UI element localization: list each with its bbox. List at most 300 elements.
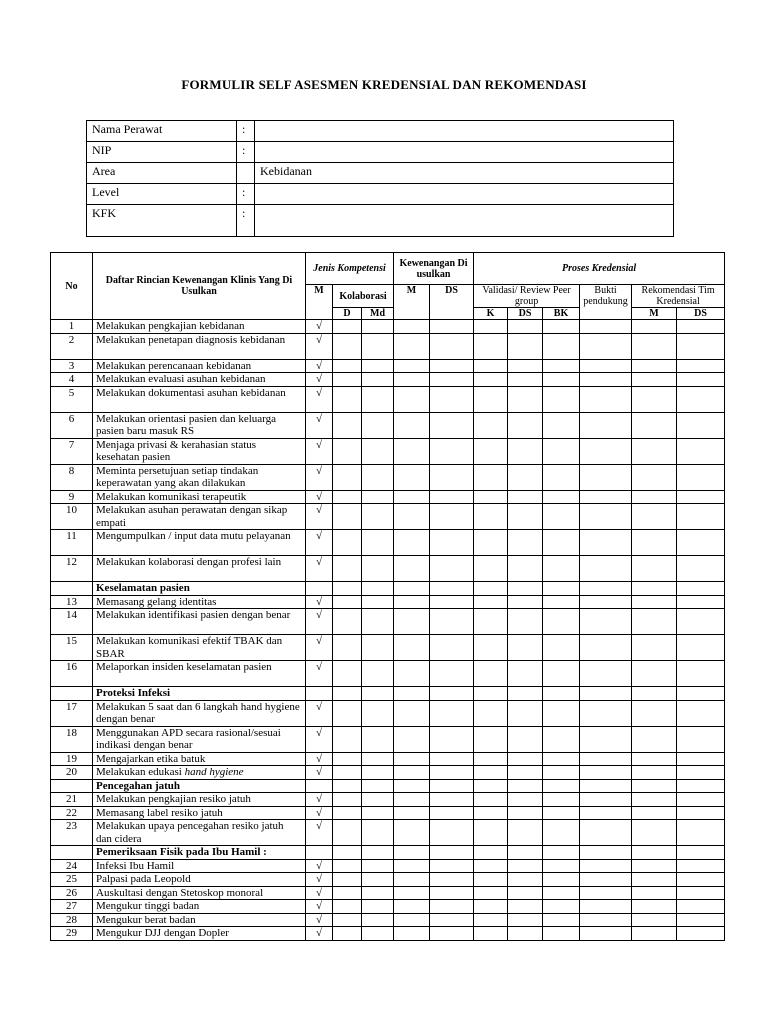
cell-rekomendasi-m[interactable] <box>632 320 677 334</box>
info-value-field[interactable] <box>255 205 674 237</box>
cell-rekomendasi-m[interactable] <box>632 373 677 387</box>
cell-validasi-k[interactable] <box>474 412 508 438</box>
cell-bukti-pendukung[interactable] <box>580 609 632 635</box>
cell-validasi-k[interactable] <box>474 556 508 582</box>
info-value-field[interactable]: Kebidanan <box>255 163 674 184</box>
cell-rekomendasi-m[interactable] <box>632 582 677 596</box>
cell-validasi-bk[interactable] <box>543 412 580 438</box>
cell-kolaborasi-d[interactable] <box>333 687 362 701</box>
cell-rekomendasi-m[interactable] <box>632 530 677 556</box>
cell-kewenangan-m[interactable] <box>394 793 430 807</box>
cell-validasi-k[interactable] <box>474 595 508 609</box>
cell-validasi-ds[interactable] <box>508 582 543 596</box>
cell-rekomendasi-m[interactable] <box>632 464 677 490</box>
cell-kolaborasi-d[interactable] <box>333 635 362 661</box>
cell-kewenangan-m[interactable] <box>394 359 430 373</box>
cell-rekomendasi-ds[interactable] <box>677 490 725 504</box>
cell-validasi-k[interactable] <box>474 530 508 556</box>
cell-kolaborasi-md[interactable] <box>362 530 394 556</box>
cell-validasi-k[interactable] <box>474 793 508 807</box>
cell-kolaborasi-md[interactable] <box>362 873 394 887</box>
cell-kolaborasi-d[interactable] <box>333 595 362 609</box>
cell-rekomendasi-ds[interactable] <box>677 886 725 900</box>
cell-validasi-ds[interactable] <box>508 846 543 860</box>
cell-kewenangan-ds[interactable] <box>430 386 474 412</box>
cell-validasi-bk[interactable] <box>543 373 580 387</box>
cell-rekomendasi-ds[interactable] <box>677 556 725 582</box>
cell-kolaborasi-d[interactable] <box>333 661 362 687</box>
info-value-field[interactable] <box>255 184 674 205</box>
cell-kewenangan-ds[interactable] <box>430 859 474 873</box>
cell-rekomendasi-m[interactable] <box>632 412 677 438</box>
cell-validasi-k[interactable] <box>474 609 508 635</box>
cell-kewenangan-ds[interactable] <box>430 582 474 596</box>
cell-rekomendasi-m[interactable] <box>632 806 677 820</box>
cell-kolaborasi-md[interactable] <box>362 556 394 582</box>
cell-validasi-k[interactable] <box>474 859 508 873</box>
cell-kewenangan-ds[interactable] <box>430 913 474 927</box>
cell-rekomendasi-ds[interactable] <box>677 752 725 766</box>
cell-kolaborasi-d[interactable] <box>333 412 362 438</box>
cell-kewenangan-m[interactable] <box>394 595 430 609</box>
cell-validasi-bk[interactable] <box>543 806 580 820</box>
cell-validasi-k[interactable] <box>474 779 508 793</box>
cell-validasi-bk[interactable] <box>543 927 580 941</box>
cell-validasi-bk[interactable] <box>543 820 580 846</box>
cell-kolaborasi-md[interactable] <box>362 820 394 846</box>
cell-rekomendasi-m[interactable] <box>632 359 677 373</box>
cell-validasi-bk[interactable] <box>543 464 580 490</box>
cell-kolaborasi-md[interactable] <box>362 504 394 530</box>
cell-kewenangan-ds[interactable] <box>430 687 474 701</box>
cell-kewenangan-m[interactable] <box>394 726 430 752</box>
cell-kolaborasi-d[interactable] <box>333 927 362 941</box>
cell-validasi-ds[interactable] <box>508 438 543 464</box>
cell-rekomendasi-m[interactable] <box>632 766 677 780</box>
cell-bukti-pendukung[interactable] <box>580 820 632 846</box>
cell-kolaborasi-md[interactable] <box>362 609 394 635</box>
cell-rekomendasi-m[interactable] <box>632 820 677 846</box>
cell-kewenangan-m[interactable] <box>394 386 430 412</box>
cell-validasi-ds[interactable] <box>508 779 543 793</box>
cell-kewenangan-ds[interactable] <box>430 726 474 752</box>
cell-kewenangan-m[interactable] <box>394 766 430 780</box>
cell-rekomendasi-m[interactable] <box>632 333 677 359</box>
cell-kewenangan-m[interactable] <box>394 846 430 860</box>
cell-kolaborasi-d[interactable] <box>333 793 362 807</box>
cell-kolaborasi-d[interactable] <box>333 504 362 530</box>
cell-validasi-k[interactable] <box>474 490 508 504</box>
cell-validasi-k[interactable] <box>474 900 508 914</box>
cell-rekomendasi-ds[interactable] <box>677 726 725 752</box>
cell-rekomendasi-ds[interactable] <box>677 806 725 820</box>
cell-rekomendasi-ds[interactable] <box>677 846 725 860</box>
cell-kolaborasi-d[interactable] <box>333 556 362 582</box>
cell-rekomendasi-ds[interactable] <box>677 927 725 941</box>
cell-rekomendasi-m[interactable] <box>632 726 677 752</box>
cell-bukti-pendukung[interactable] <box>580 320 632 334</box>
cell-rekomendasi-ds[interactable] <box>677 900 725 914</box>
cell-validasi-ds[interactable] <box>508 635 543 661</box>
cell-kewenangan-ds[interactable] <box>430 779 474 793</box>
cell-rekomendasi-m[interactable] <box>632 438 677 464</box>
cell-validasi-ds[interactable] <box>508 386 543 412</box>
cell-validasi-ds[interactable] <box>508 927 543 941</box>
cell-kolaborasi-d[interactable] <box>333 752 362 766</box>
cell-kewenangan-ds[interactable] <box>430 438 474 464</box>
cell-rekomendasi-ds[interactable] <box>677 820 725 846</box>
cell-kewenangan-m[interactable] <box>394 582 430 596</box>
cell-rekomendasi-ds[interactable] <box>677 859 725 873</box>
cell-kolaborasi-md[interactable] <box>362 687 394 701</box>
cell-validasi-k[interactable] <box>474 806 508 820</box>
cell-bukti-pendukung[interactable] <box>580 687 632 701</box>
cell-validasi-ds[interactable] <box>508 556 543 582</box>
cell-validasi-bk[interactable] <box>543 320 580 334</box>
cell-validasi-bk[interactable] <box>543 766 580 780</box>
cell-validasi-k[interactable] <box>474 464 508 490</box>
cell-validasi-k[interactable] <box>474 687 508 701</box>
cell-rekomendasi-m[interactable] <box>632 927 677 941</box>
cell-validasi-bk[interactable] <box>543 359 580 373</box>
cell-validasi-ds[interactable] <box>508 886 543 900</box>
cell-validasi-ds[interactable] <box>508 752 543 766</box>
cell-kolaborasi-d[interactable] <box>333 900 362 914</box>
cell-kewenangan-m[interactable] <box>394 504 430 530</box>
cell-kolaborasi-md[interactable] <box>362 661 394 687</box>
cell-bukti-pendukung[interactable] <box>580 333 632 359</box>
cell-validasi-bk[interactable] <box>543 687 580 701</box>
cell-rekomendasi-m[interactable] <box>632 900 677 914</box>
cell-validasi-k[interactable] <box>474 359 508 373</box>
cell-kolaborasi-d[interactable] <box>333 464 362 490</box>
cell-validasi-ds[interactable] <box>508 687 543 701</box>
cell-bukti-pendukung[interactable] <box>580 582 632 596</box>
cell-validasi-ds[interactable] <box>508 359 543 373</box>
cell-validasi-k[interactable] <box>474 873 508 887</box>
cell-validasi-bk[interactable] <box>543 333 580 359</box>
cell-bukti-pendukung[interactable] <box>580 766 632 780</box>
cell-kewenangan-ds[interactable] <box>430 504 474 530</box>
cell-bukti-pendukung[interactable] <box>580 927 632 941</box>
cell-rekomendasi-ds[interactable] <box>677 779 725 793</box>
cell-rekomendasi-ds[interactable] <box>677 609 725 635</box>
cell-bukti-pendukung[interactable] <box>580 886 632 900</box>
cell-kolaborasi-md[interactable] <box>362 386 394 412</box>
cell-jenis-m[interactable] <box>306 846 333 860</box>
cell-bukti-pendukung[interactable] <box>580 846 632 860</box>
cell-kolaborasi-d[interactable] <box>333 886 362 900</box>
cell-kolaborasi-d[interactable] <box>333 913 362 927</box>
cell-kolaborasi-d[interactable] <box>333 873 362 887</box>
cell-kewenangan-ds[interactable] <box>430 806 474 820</box>
cell-kewenangan-m[interactable] <box>394 556 430 582</box>
cell-rekomendasi-m[interactable] <box>632 793 677 807</box>
cell-kolaborasi-md[interactable] <box>362 752 394 766</box>
cell-rekomendasi-ds[interactable] <box>677 333 725 359</box>
cell-bukti-pendukung[interactable] <box>580 595 632 609</box>
cell-kolaborasi-md[interactable] <box>362 806 394 820</box>
cell-rekomendasi-ds[interactable] <box>677 661 725 687</box>
cell-rekomendasi-ds[interactable] <box>677 913 725 927</box>
cell-kolaborasi-d[interactable] <box>333 386 362 412</box>
cell-bukti-pendukung[interactable] <box>580 635 632 661</box>
cell-kolaborasi-md[interactable] <box>362 320 394 334</box>
info-value-field[interactable] <box>255 121 674 142</box>
cell-kewenangan-m[interactable] <box>394 806 430 820</box>
cell-validasi-bk[interactable] <box>543 504 580 530</box>
cell-rekomendasi-ds[interactable] <box>677 530 725 556</box>
cell-validasi-bk[interactable] <box>543 793 580 807</box>
cell-bukti-pendukung[interactable] <box>580 530 632 556</box>
cell-validasi-ds[interactable] <box>508 373 543 387</box>
cell-validasi-ds[interactable] <box>508 464 543 490</box>
cell-kolaborasi-md[interactable] <box>362 900 394 914</box>
cell-rekomendasi-ds[interactable] <box>677 359 725 373</box>
cell-rekomendasi-m[interactable] <box>632 846 677 860</box>
cell-rekomendasi-ds[interactable] <box>677 635 725 661</box>
cell-validasi-ds[interactable] <box>508 726 543 752</box>
cell-validasi-k[interactable] <box>474 913 508 927</box>
cell-bukti-pendukung[interactable] <box>580 464 632 490</box>
cell-kewenangan-ds[interactable] <box>430 373 474 387</box>
cell-kolaborasi-d[interactable] <box>333 820 362 846</box>
cell-kolaborasi-d[interactable] <box>333 438 362 464</box>
cell-kolaborasi-md[interactable] <box>362 859 394 873</box>
cell-kolaborasi-md[interactable] <box>362 490 394 504</box>
cell-bukti-pendukung[interactable] <box>580 504 632 530</box>
cell-validasi-bk[interactable] <box>543 386 580 412</box>
cell-kolaborasi-md[interactable] <box>362 913 394 927</box>
cell-validasi-ds[interactable] <box>508 859 543 873</box>
cell-kewenangan-m[interactable] <box>394 700 430 726</box>
cell-kewenangan-m[interactable] <box>394 859 430 873</box>
cell-validasi-bk[interactable] <box>543 700 580 726</box>
cell-kewenangan-m[interactable] <box>394 820 430 846</box>
cell-jenis-m[interactable] <box>306 582 333 596</box>
cell-bukti-pendukung[interactable] <box>580 438 632 464</box>
cell-kewenangan-m[interactable] <box>394 900 430 914</box>
cell-kolaborasi-md[interactable] <box>362 635 394 661</box>
cell-validasi-bk[interactable] <box>543 859 580 873</box>
cell-rekomendasi-ds[interactable] <box>677 766 725 780</box>
cell-kewenangan-ds[interactable] <box>430 661 474 687</box>
cell-validasi-ds[interactable] <box>508 320 543 334</box>
cell-bukti-pendukung[interactable] <box>580 752 632 766</box>
cell-kolaborasi-d[interactable] <box>333 609 362 635</box>
cell-kolaborasi-d[interactable] <box>333 530 362 556</box>
cell-kewenangan-m[interactable] <box>394 373 430 387</box>
cell-kewenangan-m[interactable] <box>394 752 430 766</box>
cell-kewenangan-m[interactable] <box>394 687 430 701</box>
cell-validasi-bk[interactable] <box>543 438 580 464</box>
cell-validasi-k[interactable] <box>474 333 508 359</box>
cell-rekomendasi-ds[interactable] <box>677 464 725 490</box>
cell-kewenangan-m[interactable] <box>394 530 430 556</box>
cell-kolaborasi-md[interactable] <box>362 766 394 780</box>
cell-rekomendasi-ds[interactable] <box>677 438 725 464</box>
cell-kolaborasi-d[interactable] <box>333 846 362 860</box>
cell-rekomendasi-ds[interactable] <box>677 504 725 530</box>
cell-kewenangan-m[interactable] <box>394 886 430 900</box>
cell-kewenangan-m[interactable] <box>394 490 430 504</box>
cell-kewenangan-m[interactable] <box>394 333 430 359</box>
cell-kewenangan-ds[interactable] <box>430 333 474 359</box>
cell-bukti-pendukung[interactable] <box>580 412 632 438</box>
cell-bukti-pendukung[interactable] <box>580 490 632 504</box>
cell-kewenangan-ds[interactable] <box>430 609 474 635</box>
cell-rekomendasi-ds[interactable] <box>677 412 725 438</box>
cell-rekomendasi-m[interactable] <box>632 752 677 766</box>
cell-bukti-pendukung[interactable] <box>580 359 632 373</box>
cell-kolaborasi-md[interactable] <box>362 359 394 373</box>
cell-jenis-m[interactable] <box>306 779 333 793</box>
cell-kolaborasi-md[interactable] <box>362 412 394 438</box>
cell-kolaborasi-md[interactable] <box>362 886 394 900</box>
cell-kolaborasi-md[interactable] <box>362 927 394 941</box>
cell-validasi-bk[interactable] <box>543 752 580 766</box>
cell-validasi-k[interactable] <box>474 766 508 780</box>
cell-bukti-pendukung[interactable] <box>580 556 632 582</box>
cell-kolaborasi-d[interactable] <box>333 320 362 334</box>
cell-kolaborasi-d[interactable] <box>333 373 362 387</box>
cell-rekomendasi-m[interactable] <box>632 913 677 927</box>
cell-kolaborasi-md[interactable] <box>362 582 394 596</box>
cell-validasi-bk[interactable] <box>543 556 580 582</box>
cell-validasi-ds[interactable] <box>508 766 543 780</box>
cell-kewenangan-m[interactable] <box>394 609 430 635</box>
cell-validasi-k[interactable] <box>474 886 508 900</box>
cell-validasi-ds[interactable] <box>508 820 543 846</box>
cell-kewenangan-ds[interactable] <box>430 635 474 661</box>
cell-validasi-k[interactable] <box>474 752 508 766</box>
cell-bukti-pendukung[interactable] <box>580 779 632 793</box>
cell-kewenangan-m[interactable] <box>394 927 430 941</box>
cell-validasi-bk[interactable] <box>543 900 580 914</box>
cell-rekomendasi-ds[interactable] <box>677 386 725 412</box>
cell-validasi-bk[interactable] <box>543 873 580 887</box>
cell-bukti-pendukung[interactable] <box>580 859 632 873</box>
cell-rekomendasi-ds[interactable] <box>677 582 725 596</box>
cell-bukti-pendukung[interactable] <box>580 373 632 387</box>
cell-bukti-pendukung[interactable] <box>580 793 632 807</box>
cell-validasi-k[interactable] <box>474 504 508 530</box>
cell-validasi-bk[interactable] <box>543 490 580 504</box>
cell-kolaborasi-d[interactable] <box>333 859 362 873</box>
cell-kewenangan-m[interactable] <box>394 661 430 687</box>
cell-rekomendasi-m[interactable] <box>632 490 677 504</box>
cell-kolaborasi-d[interactable] <box>333 700 362 726</box>
cell-kolaborasi-d[interactable] <box>333 490 362 504</box>
cell-kewenangan-m[interactable] <box>394 779 430 793</box>
cell-validasi-k[interactable] <box>474 438 508 464</box>
cell-validasi-ds[interactable] <box>508 806 543 820</box>
cell-validasi-ds[interactable] <box>508 333 543 359</box>
cell-kewenangan-m[interactable] <box>394 635 430 661</box>
cell-rekomendasi-m[interactable] <box>632 595 677 609</box>
cell-kolaborasi-d[interactable] <box>333 333 362 359</box>
cell-kewenangan-ds[interactable] <box>430 793 474 807</box>
cell-validasi-k[interactable] <box>474 582 508 596</box>
cell-validasi-k[interactable] <box>474 726 508 752</box>
cell-validasi-bk[interactable] <box>543 661 580 687</box>
cell-kewenangan-m[interactable] <box>394 412 430 438</box>
cell-validasi-bk[interactable] <box>543 582 580 596</box>
cell-rekomendasi-m[interactable] <box>632 859 677 873</box>
cell-validasi-ds[interactable] <box>508 913 543 927</box>
cell-validasi-k[interactable] <box>474 846 508 860</box>
cell-rekomendasi-m[interactable] <box>632 700 677 726</box>
cell-rekomendasi-ds[interactable] <box>677 687 725 701</box>
cell-bukti-pendukung[interactable] <box>580 726 632 752</box>
cell-validasi-k[interactable] <box>474 820 508 846</box>
cell-validasi-bk[interactable] <box>543 726 580 752</box>
cell-bukti-pendukung[interactable] <box>580 913 632 927</box>
cell-kewenangan-ds[interactable] <box>430 846 474 860</box>
cell-validasi-k[interactable] <box>474 373 508 387</box>
cell-kewenangan-ds[interactable] <box>430 359 474 373</box>
cell-kolaborasi-md[interactable] <box>362 700 394 726</box>
cell-kewenangan-m[interactable] <box>394 873 430 887</box>
cell-validasi-k[interactable] <box>474 700 508 726</box>
cell-validasi-bk[interactable] <box>543 530 580 556</box>
cell-validasi-k[interactable] <box>474 386 508 412</box>
cell-validasi-k[interactable] <box>474 927 508 941</box>
cell-rekomendasi-ds[interactable] <box>677 793 725 807</box>
cell-kewenangan-ds[interactable] <box>430 766 474 780</box>
cell-validasi-ds[interactable] <box>508 661 543 687</box>
cell-rekomendasi-ds[interactable] <box>677 373 725 387</box>
cell-rekomendasi-ds[interactable] <box>677 595 725 609</box>
cell-rekomendasi-ds[interactable] <box>677 700 725 726</box>
cell-kewenangan-ds[interactable] <box>430 556 474 582</box>
cell-validasi-k[interactable] <box>474 635 508 661</box>
cell-rekomendasi-m[interactable] <box>632 661 677 687</box>
cell-kewenangan-m[interactable] <box>394 320 430 334</box>
cell-bukti-pendukung[interactable] <box>580 873 632 887</box>
cell-kolaborasi-d[interactable] <box>333 726 362 752</box>
cell-validasi-ds[interactable] <box>508 873 543 887</box>
cell-kewenangan-ds[interactable] <box>430 886 474 900</box>
cell-validasi-bk[interactable] <box>543 635 580 661</box>
cell-kolaborasi-md[interactable] <box>362 793 394 807</box>
cell-validasi-ds[interactable] <box>508 530 543 556</box>
cell-bukti-pendukung[interactable] <box>580 661 632 687</box>
cell-kewenangan-ds[interactable] <box>430 464 474 490</box>
cell-validasi-ds[interactable] <box>508 793 543 807</box>
cell-bukti-pendukung[interactable] <box>580 386 632 412</box>
cell-kewenangan-ds[interactable] <box>430 927 474 941</box>
cell-kolaborasi-md[interactable] <box>362 438 394 464</box>
cell-kolaborasi-d[interactable] <box>333 806 362 820</box>
cell-kewenangan-ds[interactable] <box>430 490 474 504</box>
cell-kewenangan-ds[interactable] <box>430 873 474 887</box>
cell-rekomendasi-m[interactable] <box>632 504 677 530</box>
cell-validasi-ds[interactable] <box>508 490 543 504</box>
cell-kolaborasi-md[interactable] <box>362 779 394 793</box>
cell-validasi-bk[interactable] <box>543 595 580 609</box>
cell-kewenangan-ds[interactable] <box>430 412 474 438</box>
cell-rekomendasi-m[interactable] <box>632 556 677 582</box>
cell-kewenangan-ds[interactable] <box>430 595 474 609</box>
cell-validasi-ds[interactable] <box>508 700 543 726</box>
cell-rekomendasi-m[interactable] <box>632 386 677 412</box>
cell-kewenangan-m[interactable] <box>394 913 430 927</box>
cell-rekomendasi-ds[interactable] <box>677 873 725 887</box>
cell-kewenangan-ds[interactable] <box>430 900 474 914</box>
cell-kewenangan-ds[interactable] <box>430 320 474 334</box>
cell-kewenangan-m[interactable] <box>394 438 430 464</box>
